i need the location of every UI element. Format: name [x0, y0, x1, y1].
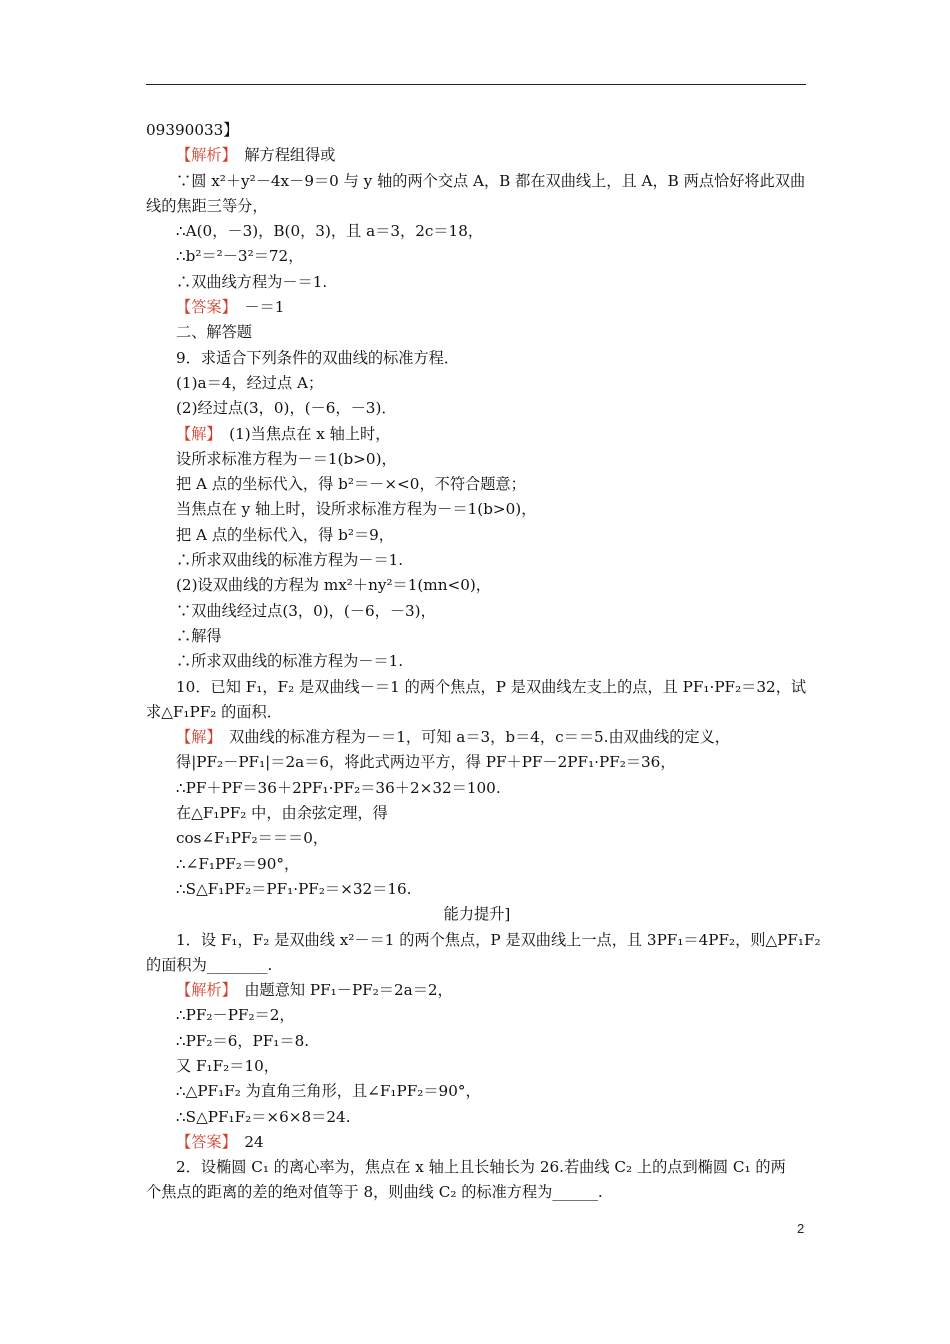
text-line [146, 1054, 808, 1079]
line-text: ∴S△PF₁F₂＝×6×8＝24. [176, 1107, 351, 1126]
text-line [146, 877, 808, 902]
line-text: 在△F₁PF₂ 中，由余弦定理，得 [176, 804, 388, 823]
section-tag: 【解析】 [176, 146, 230, 165]
text-line [146, 320, 808, 345]
line-text: 二、解答题 [176, 323, 252, 342]
text-line [146, 346, 808, 371]
section-tag: 【解析】 [176, 981, 230, 1000]
text-line [146, 1029, 808, 1054]
text-line [146, 826, 808, 851]
line-text: ∴PF₂＝6，PF₁＝8. [176, 1031, 310, 1050]
line-text: ∴所求双曲线的标准方程为－＝1. [176, 652, 404, 671]
section-tag: 【答案】 [176, 1132, 230, 1151]
text-line [146, 523, 808, 548]
text-line [146, 573, 808, 598]
text-line [146, 1003, 808, 1028]
line-text: 个焦点的距离的差的绝对值等于 8，则曲线 C₂ 的标准方程为______. [146, 1183, 603, 1202]
line-text: ∴∠F₁PF₂＝90°， [176, 854, 300, 873]
line-text: －＝1 [229, 298, 285, 317]
text-line [146, 295, 808, 320]
line-text: (1)a＝4，经过点 A； [176, 373, 324, 392]
text-line [146, 169, 808, 194]
line-text: 求△F₁PF₂ 的面积． [146, 702, 282, 721]
text-line [146, 852, 808, 877]
line-text: ∴双曲线方程为－＝1. [176, 272, 328, 291]
text-line [146, 624, 808, 649]
text-line [146, 1180, 808, 1205]
line-text: 又 F₁F₂＝10， [176, 1056, 279, 1075]
text-line [146, 801, 808, 826]
line-text: (2)设双曲线的方程为 mx²＋ny²＝1(mn<0)， [176, 576, 491, 595]
line-text: ∴S△F₁PF₂＝PF₁·PF₂＝×32＝16. [176, 879, 412, 898]
text-line [146, 776, 808, 801]
line-text: 解方程组得或 [229, 146, 336, 165]
line-text: ∴解得 [176, 626, 222, 645]
line-text: 1．设 F₁，F₂ 是双曲线 x²－＝1 的两个焦点，P 是双曲线上一点，且 3PF₁＝4PF₂，则△PF₁F₂ [176, 930, 821, 949]
document-body [146, 118, 821, 1206]
line-text: 10．已知 F₁，F₂ 是双曲线－＝1 的两个焦点，P 是双曲线左支上的点，且 PF₁·PF₂＝32，试 [176, 677, 807, 696]
section-tag: 【解】 [176, 728, 214, 747]
line-text: ∴A(0，－3)，B(0，3)，且 a＝3，2c＝18， [176, 222, 484, 241]
line-text: 09390033】 [146, 121, 239, 139]
section-tag: 【答案】 [176, 298, 230, 317]
line-text: 当焦点在 y 轴上时，设所求标准方程为－＝1(b>0)， [176, 500, 537, 519]
line-text: cos∠F₁PF₂＝＝＝0， [176, 829, 329, 848]
text-line [146, 1155, 808, 1180]
text-line [146, 725, 808, 750]
header-rule [146, 84, 806, 85]
line-text: 由题意知 PF₁－PF₂＝2a＝2， [229, 981, 453, 1000]
text-line [146, 244, 808, 269]
line-text: 双曲线的标准方程为－＝1，可知 a＝3，b＝4，c＝＝5.由双曲线的定义， [213, 728, 730, 747]
text-line [146, 675, 808, 700]
text-line [146, 270, 808, 295]
text-line [146, 1130, 808, 1155]
line-text: ∵圆 x²＋y²－4x－9＝0 与 y 轴的两个交点 A，B 都在双曲线上，且 A，B 两点恰好将此双曲 [176, 171, 806, 190]
text-line [146, 371, 808, 396]
line-text: (1)当焦点在 x 轴上时， [213, 424, 391, 443]
text-line [146, 649, 808, 674]
line-text: ∴所求双曲线的标准方程为－＝1. [176, 551, 404, 570]
text-line [146, 422, 808, 447]
text-line [146, 447, 808, 472]
text-line [146, 750, 808, 775]
line-text: ∴PF＋PF＝36＋2PF₁·PF₂＝36＋2×32＝100. [176, 778, 501, 797]
line-text: 2．设椭圆 C₁ 的离心率为，焦点在 x 轴上且长轴长为 26.若曲线 C₂ 上的点到椭圆 C₁ 的两 [176, 1158, 786, 1177]
text-line [146, 472, 808, 497]
text-line [146, 396, 808, 421]
page-number: 2 [797, 1221, 805, 1236]
text-line [146, 1079, 808, 1104]
text-line [146, 953, 808, 978]
text-line [146, 902, 808, 927]
line-text: 线的焦距三等分， [146, 196, 268, 215]
line-text: ∴b²＝²－3²＝72， [176, 247, 304, 266]
text-line [146, 928, 821, 953]
line-text: 24 [229, 1132, 264, 1151]
text-line [146, 497, 808, 522]
text-line [146, 118, 808, 143]
line-text: ∴PF₂－PF₂＝2， [176, 1006, 295, 1025]
section-tag: 【解】 [176, 424, 214, 443]
line-text: ∵双曲线经过点(3，0)，(－6，－3)， [176, 601, 436, 620]
line-text: 得|PF₂－PF₁|＝2a＝6，将此式两边平方，得 PF＋PF－2PF₁·PF₂＝36， [176, 753, 676, 772]
text-line [146, 194, 808, 219]
text-line [146, 978, 808, 1003]
line-text: ∴△PF₁F₂ 为直角三角形，且∠F₁PF₂＝90°， [176, 1082, 481, 1101]
line-text: 把 A 点的坐标代入，得 b²＝－×<0，不符合题意； [176, 475, 526, 494]
text-line [146, 219, 808, 244]
line-text: (2)经过点(3，0)，(－6，－3)． [176, 399, 397, 418]
line-text: 把 A 点的坐标代入，得 b²＝9， [176, 525, 394, 544]
text-line [146, 548, 808, 573]
line-text: 9．求适合下列条件的双曲线的标准方程． [176, 348, 460, 367]
text-line [146, 1105, 808, 1130]
line-text: 能力提升] [443, 905, 511, 924]
line-text: 设所求标准方程为－＝1(b>0)， [176, 449, 397, 468]
text-line [146, 700, 808, 725]
line-text: 的面积为________. [146, 955, 273, 974]
text-line [146, 143, 808, 168]
text-line [146, 599, 808, 624]
